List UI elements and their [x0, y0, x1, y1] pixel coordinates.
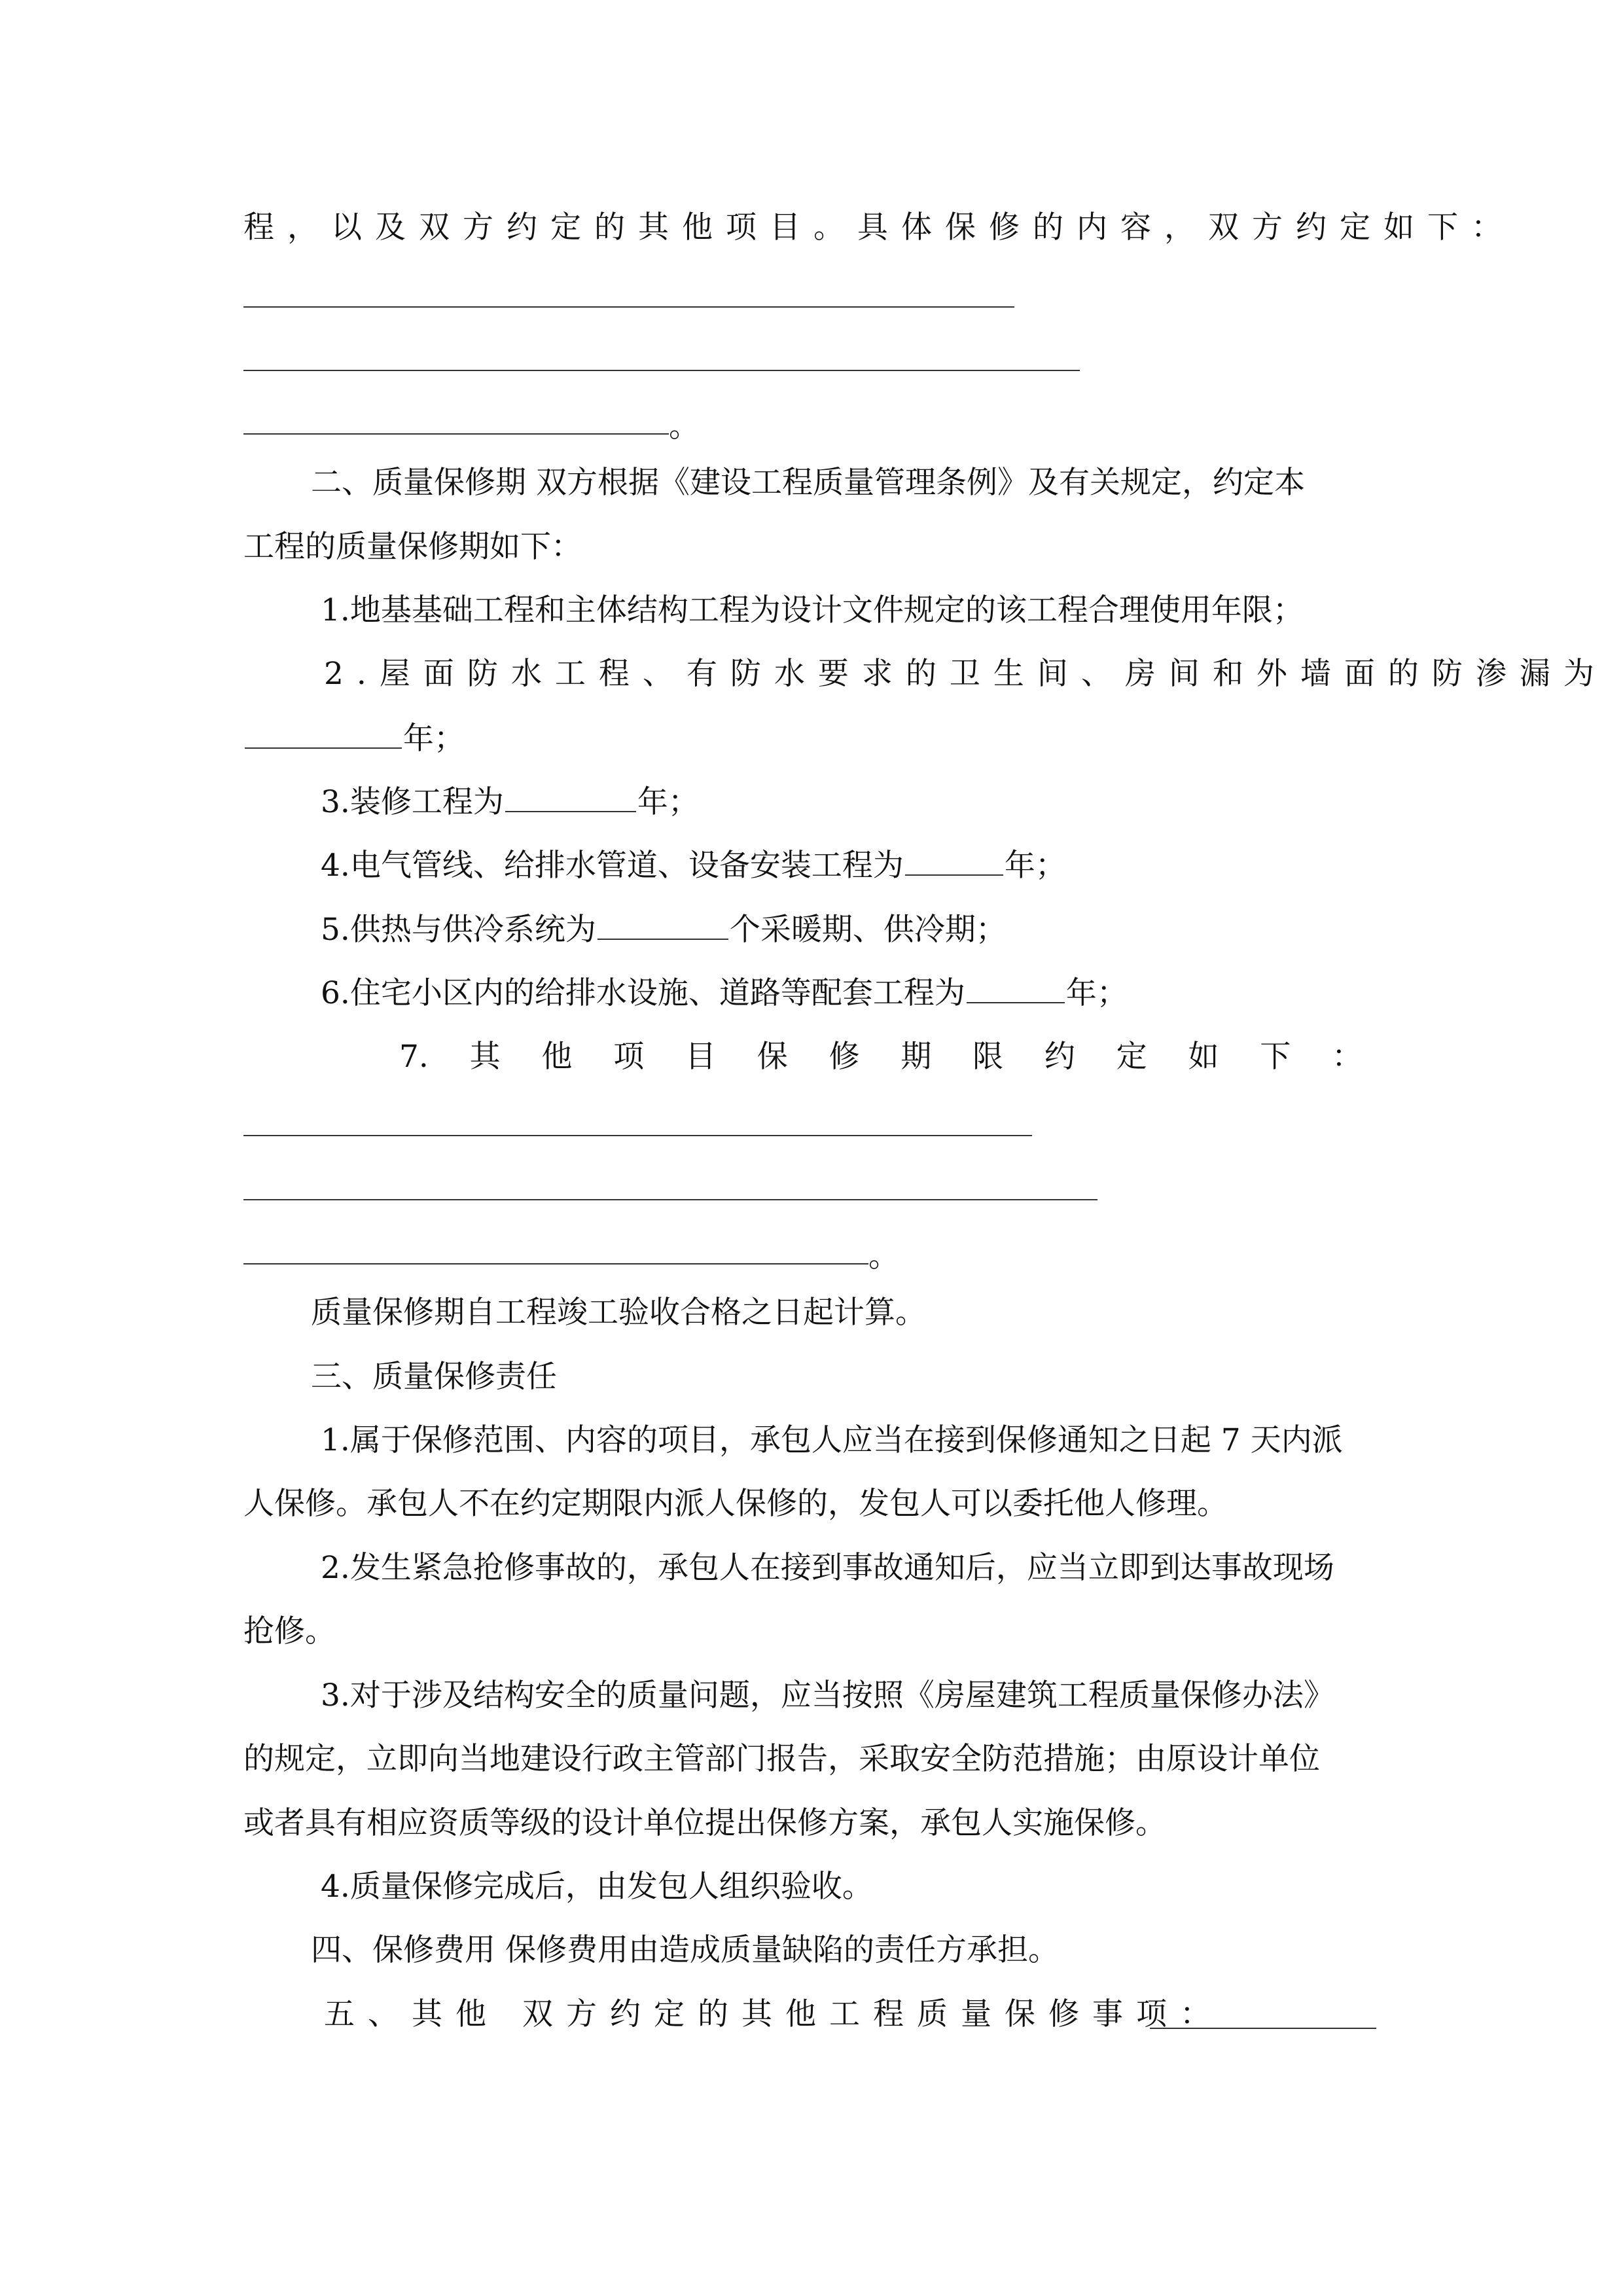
list-item: 人保修。承包人不在约定期限内派人保修的，发包人可以委托他人修理。	[243, 1486, 1228, 1522]
list-item: 4.电气管线、给排水管道、设备安装工程为	[321, 848, 904, 884]
blank-field[interactable]	[1150, 2028, 1376, 2029]
item-7-char: 其	[469, 1039, 501, 1075]
paragraph-text: 程，以及双方约定的其他项目。具体保修的内容，双方约定如下：	[243, 209, 1515, 245]
list-item: 或者具有相应资质等级的设计单位提出保修方案，承包人实施保修。	[243, 1805, 1166, 1841]
item-7-char: 约	[1044, 1039, 1075, 1075]
blank-line	[243, 306, 1014, 308]
list-item: 3.装修工程为	[321, 784, 504, 820]
blank-line	[243, 1199, 1097, 1200]
section-heading: 三、质量保修责任	[311, 1359, 557, 1395]
item-7-char: 7.	[399, 1039, 429, 1075]
list-item: 年；	[637, 784, 699, 820]
list-item: 年；	[1004, 848, 1066, 884]
list-item: 抢修。	[243, 1613, 336, 1649]
item-7-char: 他	[541, 1039, 573, 1075]
blank-field[interactable]	[505, 782, 636, 812]
list-item: 年；	[403, 721, 465, 757]
item-7-char: 限	[972, 1039, 1004, 1075]
item-7-char: 修	[829, 1039, 860, 1075]
paragraph-text: 质量保修期自工程竣工验收合格之日起计算。	[311, 1295, 926, 1331]
list-item: 4.质量保修完成后，由发包人组织验收。	[321, 1869, 873, 1905]
list-item: 的规定，立即向当地建设行政主管部门报告，采取安全防范措施；由原设计单位	[243, 1741, 1320, 1777]
item-7-char: 期	[901, 1039, 932, 1075]
item-7-char: 项	[613, 1039, 645, 1075]
blank-line	[243, 1263, 868, 1265]
list-item: 个采暖期、供冷期；	[729, 912, 1007, 948]
blank-field[interactable]	[967, 973, 1065, 1003]
blank-line	[243, 1135, 1032, 1136]
period-mark: 。	[868, 1238, 899, 1274]
blank-field[interactable]	[597, 910, 728, 940]
blank-field[interactable]	[905, 846, 1003, 876]
list-item: 5.供热与供冷系统为	[321, 912, 596, 948]
item-7-text	[399, 1037, 1363, 1077]
list-item: 2.屋面防水工程、有防水要求的卫生间、房间和外墙面的防渗漏为	[324, 656, 1607, 692]
paragraph-text: 工程的质量保修期如下：	[243, 529, 582, 565]
item-7-char: 保	[757, 1039, 788, 1075]
list-item: 6.住宅小区内的给排水设施、道路等配套工程为	[321, 975, 965, 1011]
blank-field[interactable]	[245, 719, 402, 749]
paragraph-text: 二、质量保修期 双方根据《建设工程质量管理条例》及有关规定，约定本	[311, 465, 1305, 501]
list-item: 1.属于保修范围、内容的项目，承包人应当在接到保修通知之日起 7 天内派	[321, 1422, 1343, 1458]
item-7-char: 如	[1188, 1039, 1219, 1075]
item-7-char: 下	[1260, 1039, 1291, 1075]
list-item: 3.对于涉及结构安全的质量问题，应当按照《房屋建筑工程质量保修办法》	[321, 1677, 1334, 1713]
list-item: 2.发生紧急抢修事故的，承包人在接到事故通知后，应当立即到达事故现场	[321, 1550, 1334, 1586]
paragraph-text: 五、其他 双方约定的其他工程质量保修事项：	[324, 1996, 1224, 2032]
list-item: 年；	[1065, 975, 1128, 1011]
blank-line	[243, 370, 1080, 371]
blank-line	[243, 433, 669, 435]
item-7-char: ：	[1332, 1039, 1363, 1075]
period-mark: 。	[669, 408, 700, 444]
item-7-char: 定	[1116, 1039, 1147, 1075]
item-7-char: 目	[685, 1039, 716, 1075]
paragraph-text: 四、保修费用 保修费用由造成质量缺陷的责任方承担。	[311, 1932, 1059, 1968]
list-item: 1.地基基础工程和主体结构工程为设计文件规定的该工程合理使用年限；	[321, 592, 1304, 628]
